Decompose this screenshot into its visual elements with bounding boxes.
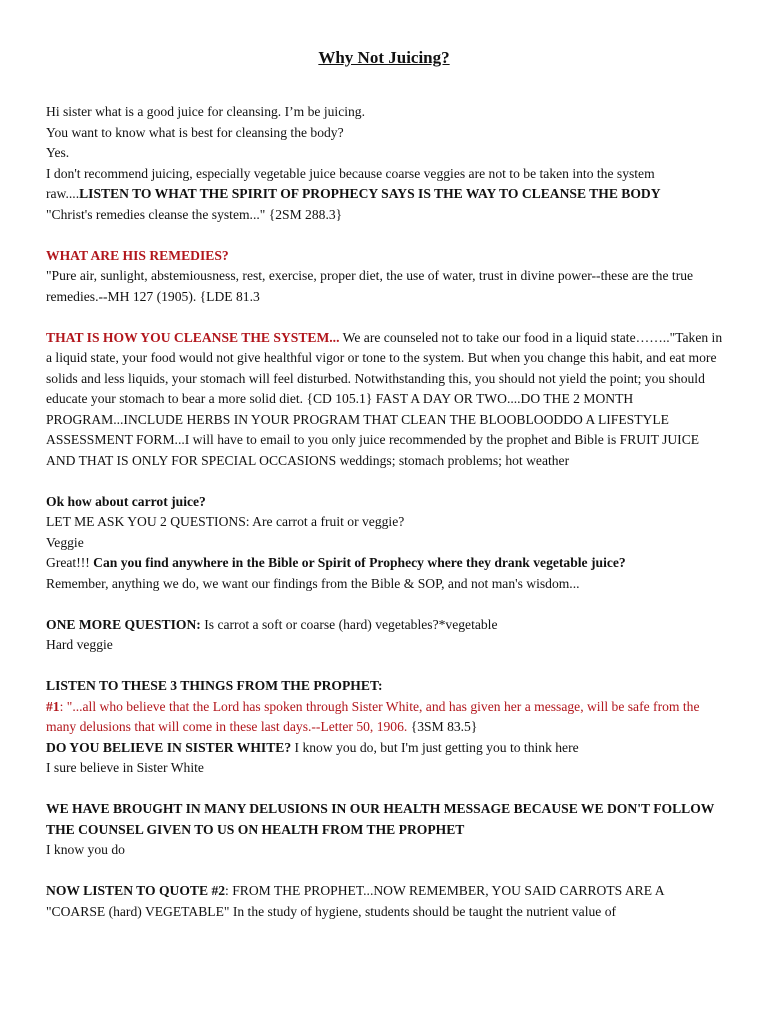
paragraph-line: Yes. bbox=[46, 145, 70, 160]
paragraph bbox=[46, 553, 726, 574]
emphasis-paragraph: WE HAVE BROUGHT IN MANY DELUSIONS IN OUR HEALTH MESSAGE BECAUSE WE DON'T FOLLOW THE COUNSEL GIVEN TO US ON HEALTH FROM THE PROPHET bbox=[46, 801, 715, 837]
paragraph-line: Veggie bbox=[46, 534, 84, 550]
section-heading: LISTEN TO THESE 3 THINGS FROM THE PROPHET: bbox=[46, 678, 383, 693]
paragraph bbox=[46, 615, 726, 636]
paragraph bbox=[46, 164, 726, 205]
paragraph-line: Hard veggie bbox=[46, 637, 113, 652]
document-body bbox=[46, 102, 726, 922]
paragraph bbox=[46, 328, 726, 472]
paragraph bbox=[46, 738, 726, 759]
quote-text: : "...all who believe that the Lord has spoken through Sister White, and has given her a message, will be safe from the many delusions that will come in these last days.--Letter 50, 1906. bbox=[46, 698, 700, 734]
paragraph-line: LET ME ASK YOU 2 QUESTIONS: Are carrot a fruit or veggie? bbox=[46, 514, 405, 529]
quote-reference: {3SM 83.5} bbox=[407, 719, 478, 734]
emphasis-text: NOW LISTEN TO QUOTE #2 bbox=[46, 883, 226, 898]
paragraph-text: : FROM THE PROPHET...NOW REMEMBER, YOU SAID CARROTS ARE A "COARSE (hard) VEGETABLE" In the study of hygiene, students should be taught the nutrient value of bbox=[46, 883, 664, 919]
paragraph-line: I sure believe in Sister White bbox=[46, 760, 204, 775]
quote-number: #1 bbox=[46, 698, 60, 714]
question-line: Ok how about carrot juice? bbox=[46, 493, 206, 509]
emphasis-text: ONE MORE QUESTION: bbox=[46, 616, 201, 632]
paragraph-text: Great!!! bbox=[46, 555, 94, 570]
paragraph-text: We are counseled not to take our food in a liquid state…….."Taken in a liquid state, your food would not give healthful vigor or tone to the system. But when you change this habit, and eat more solids and less liquids, your stomach will feel disturbed. Notwithstanding this, you should not yield the point; you should educate your stomach to bear a more solid diet. {CD 105.1} FAST A DAY OR TWO....DO THE 2 MONTH PROGRAM...INCLUDE HERBS IN YOUR PROGRAM THAT CLEAN THE BLOOBLOODDO A LIFESTYLE ASSESSMENT FORM...I will have to email to you only juice recommended by the prophet and Bible is FRUIT JUICE AND THAT IS ONLY FOR SPECIAL OCCASIONS weddings; stomach problems; hot weather bbox=[46, 329, 723, 468]
quote-line: "Christ's remedies cleanse the system..." {2SM 288.3} bbox=[46, 206, 343, 222]
paragraph-line: You want to know what is best for cleansing the body? bbox=[46, 124, 344, 140]
emphasis-text: DO YOU BELIEVE IN SISTER WHITE? bbox=[46, 739, 292, 755]
paragraph bbox=[46, 881, 726, 922]
paragraph-line: Hi sister what is a good juice for cleansing. I’m be juicing. bbox=[46, 104, 365, 119]
emphasis-text: LISTEN TO WHAT THE SPIRIT OF PROPHECY SAYS IS THE WAY TO CLEANSE THE BODY bbox=[79, 186, 661, 201]
paragraph-text: I don't recommend juicing, especially vegetable juice because coarse veggies are not to be taken into the system raw.... bbox=[46, 165, 655, 201]
paragraph-text: Is carrot a soft or coarse (hard) vegetables?*vegetable bbox=[200, 616, 498, 632]
paragraph-line: I know you do bbox=[46, 842, 125, 857]
emphasis-text: Can you find anywhere in the Bible or Spirit of Prophecy where they drank vegetable juice? bbox=[93, 555, 626, 570]
paragraph-text: I know you do, but I'm just getting you to think here bbox=[291, 739, 579, 755]
paragraph-line: Remember, anything we do, we want our findings from the Bible & SOP, and not man's wisdom... bbox=[46, 575, 580, 591]
page-title: Why Not Juicing? bbox=[318, 48, 450, 67]
quote-paragraph: "Pure air, sunlight, abstemiousness, rest, exercise, proper diet, the use of water, trust in divine power--these are the true remedies.--MH 127 (1905). {LDE 81.3 bbox=[46, 268, 694, 304]
section-heading: WHAT ARE HIS REMEDIES? bbox=[46, 247, 229, 263]
section-heading: THAT IS HOW YOU CLEANSE THE SYSTEM... bbox=[46, 329, 340, 345]
quote-paragraph bbox=[46, 697, 726, 738]
